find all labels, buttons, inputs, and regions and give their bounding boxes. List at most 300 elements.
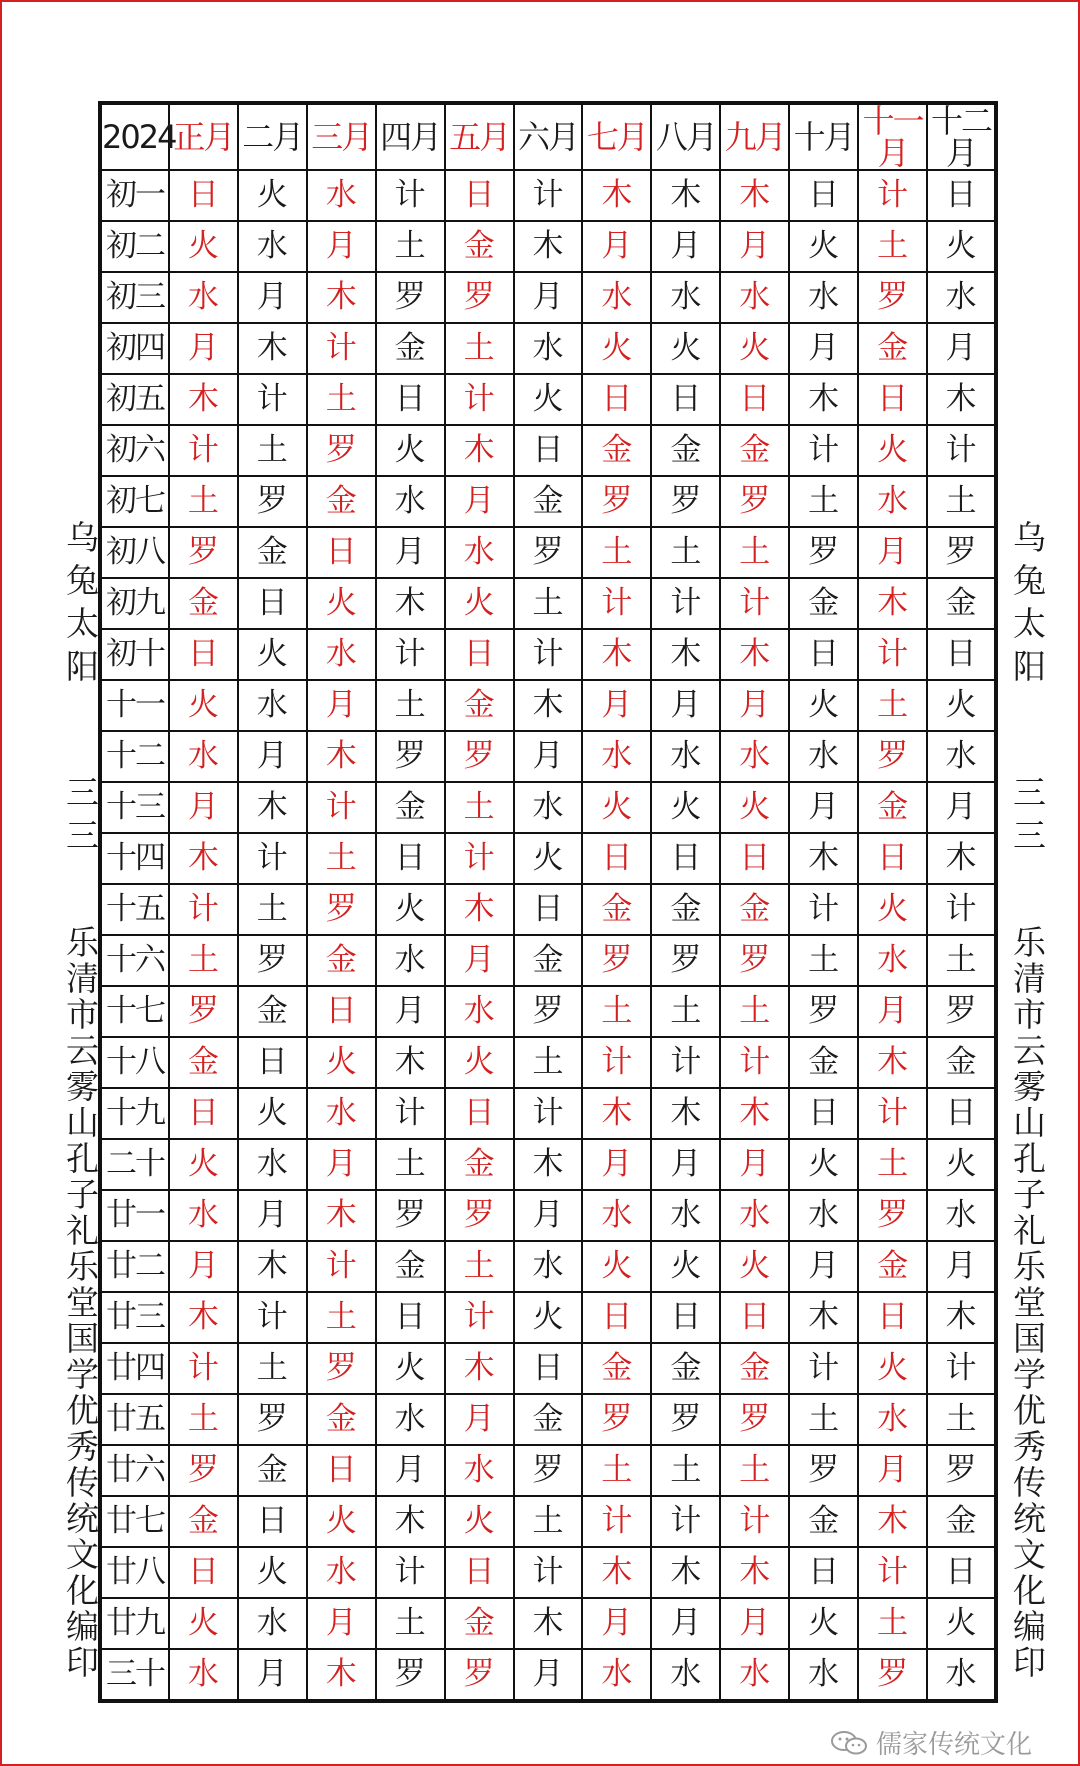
table-cell: 木	[927, 833, 996, 884]
table-cell: 木	[927, 374, 996, 425]
table-cell: 火	[858, 884, 927, 935]
left-title: 乌兔太阳	[61, 520, 100, 692]
table-cell: 罗	[238, 1394, 307, 1445]
table-cell: 木	[582, 1088, 651, 1139]
table-cell: 木	[858, 1496, 927, 1547]
table-cell: 木	[789, 374, 858, 425]
table-cell: 日	[582, 374, 651, 425]
table-cell: 木	[307, 272, 376, 323]
table-cell: 日	[720, 1292, 789, 1343]
table-cell: 水	[789, 1190, 858, 1241]
table-row	[100, 731, 996, 782]
table-cell: 火	[927, 221, 996, 272]
table-cell: 木	[238, 323, 307, 374]
table-cell: 月	[582, 221, 651, 272]
table-cell: 火	[789, 680, 858, 731]
table-cell: 水	[169, 731, 238, 782]
day-label: 二十	[100, 1139, 169, 1190]
table-cell: 月	[927, 1241, 996, 1292]
month-header: 十月	[789, 103, 858, 170]
table-cell: 计	[445, 1292, 514, 1343]
day-label: 十六	[100, 935, 169, 986]
table-cell: 土	[376, 1139, 445, 1190]
table-cell: 月	[651, 680, 720, 731]
table-cell: 罗	[651, 476, 720, 527]
table-cell: 火	[720, 1241, 789, 1292]
table-cell: 土	[651, 527, 720, 578]
table-cell: 罗	[927, 527, 996, 578]
table-cell: 木	[307, 731, 376, 782]
table-cell: 金	[582, 425, 651, 476]
table-cell: 金	[514, 1394, 583, 1445]
table-cell: 水	[445, 986, 514, 1037]
month-header: 十二月	[927, 103, 996, 170]
table-cell: 日	[307, 1445, 376, 1496]
month-header: 十一月	[858, 103, 927, 170]
table-cell: 土	[238, 1343, 307, 1394]
wechat-icon	[830, 1730, 870, 1756]
table-cell: 木	[582, 1547, 651, 1598]
table-cell: 金	[445, 221, 514, 272]
table-cell: 木	[514, 1598, 583, 1649]
table-cell: 罗	[858, 272, 927, 323]
table-cell: 土	[307, 374, 376, 425]
table-cell: 火	[376, 1343, 445, 1394]
table-cell: 计	[307, 1241, 376, 1292]
table-cell: 日	[307, 986, 376, 1037]
table-cell: 水	[445, 527, 514, 578]
table-cell: 木	[927, 1292, 996, 1343]
table-row	[100, 1547, 996, 1598]
watermark	[830, 1724, 1032, 1761]
table-cell: 计	[720, 578, 789, 629]
table-cell: 月	[720, 221, 789, 272]
day-label: 十七	[100, 986, 169, 1037]
table-cell: 水	[307, 1547, 376, 1598]
table-cell: 金	[514, 935, 583, 986]
table-cell: 木	[376, 1037, 445, 1088]
table-cell: 月	[307, 1139, 376, 1190]
table-cell: 日	[238, 578, 307, 629]
table-cell: 计	[169, 884, 238, 935]
table-cell: 计	[858, 1547, 927, 1598]
table-cell: 火	[651, 782, 720, 833]
table-cell: 金	[720, 1343, 789, 1394]
right-number: 三三	[1008, 775, 1047, 861]
table-cell: 月	[514, 1190, 583, 1241]
table-cell: 土	[858, 221, 927, 272]
table-cell: 木	[169, 1292, 238, 1343]
table-row	[100, 1088, 996, 1139]
table-cell: 计	[307, 782, 376, 833]
table-cell: 计	[651, 1496, 720, 1547]
table-cell: 日	[789, 1547, 858, 1598]
day-label: 廿一	[100, 1190, 169, 1241]
table-cell: 罗	[789, 986, 858, 1037]
table-cell: 月	[169, 782, 238, 833]
table-cell: 土	[445, 782, 514, 833]
table-cell: 土	[582, 527, 651, 578]
table-cell: 木	[789, 1292, 858, 1343]
table-row	[100, 782, 996, 833]
table-cell: 土	[514, 1496, 583, 1547]
table-cell: 罗	[582, 935, 651, 986]
table-cell: 月	[582, 680, 651, 731]
table-cell: 计	[720, 1037, 789, 1088]
table-cell: 罗	[238, 935, 307, 986]
month-header: 八月	[651, 103, 720, 170]
table-cell: 土	[858, 1139, 927, 1190]
table-row	[100, 170, 996, 221]
table-cell: 月	[582, 1139, 651, 1190]
table-cell: 计	[238, 833, 307, 884]
table-cell: 水	[858, 935, 927, 986]
table-cell: 月	[514, 731, 583, 782]
day-label: 十二	[100, 731, 169, 782]
table-cell: 木	[858, 1037, 927, 1088]
table-cell: 火	[927, 1598, 996, 1649]
table-cell: 木	[651, 1547, 720, 1598]
table-cell: 土	[514, 1037, 583, 1088]
table-cell: 木	[720, 1547, 789, 1598]
table-cell: 金	[858, 1241, 927, 1292]
table-cell: 计	[238, 374, 307, 425]
table-cell: 日	[720, 833, 789, 884]
table-cell: 罗	[376, 1190, 445, 1241]
table-row	[100, 1190, 996, 1241]
table-cell: 日	[720, 374, 789, 425]
month-header: 正月	[169, 103, 238, 170]
day-label: 十五	[100, 884, 169, 935]
table-cell: 月	[376, 986, 445, 1037]
table-cell: 罗	[376, 1649, 445, 1701]
table-cell: 土	[445, 323, 514, 374]
table-row	[100, 221, 996, 272]
table-row	[100, 986, 996, 1037]
table-cell: 月	[858, 986, 927, 1037]
table-cell: 水	[445, 1445, 514, 1496]
table-cell: 罗	[651, 1394, 720, 1445]
table-row	[100, 884, 996, 935]
table-cell: 木	[376, 578, 445, 629]
table-cell: 火	[169, 1598, 238, 1649]
table-cell: 水	[927, 1649, 996, 1701]
table-cell: 水	[789, 1649, 858, 1701]
table-cell: 金	[238, 1445, 307, 1496]
table-cell: 金	[307, 935, 376, 986]
table-cell: 计	[514, 1547, 583, 1598]
table-cell: 金	[376, 323, 445, 374]
table-cell: 罗	[858, 1649, 927, 1701]
table-cell: 月	[720, 1139, 789, 1190]
table-cell: 日	[307, 527, 376, 578]
table-cell: 月	[720, 1598, 789, 1649]
table-cell: 水	[307, 1088, 376, 1139]
table-cell: 日	[927, 1547, 996, 1598]
table-cell: 计	[307, 323, 376, 374]
table-cell: 月	[169, 1241, 238, 1292]
table-cell: 计	[582, 1496, 651, 1547]
table-cell: 水	[720, 1190, 789, 1241]
table-cell: 水	[927, 272, 996, 323]
table-cell: 计	[445, 374, 514, 425]
table-cell: 金	[927, 1037, 996, 1088]
month-header: 七月	[582, 103, 651, 170]
table-cell: 日	[927, 170, 996, 221]
table-cell: 金	[169, 1037, 238, 1088]
table-cell: 日	[169, 1088, 238, 1139]
table-cell: 水	[376, 935, 445, 986]
table-cell: 木	[307, 1190, 376, 1241]
table-cell: 月	[307, 221, 376, 272]
table-cell: 日	[238, 1496, 307, 1547]
table-cell: 土	[789, 476, 858, 527]
table-cell: 计	[169, 1343, 238, 1394]
table-cell: 罗	[789, 1445, 858, 1496]
table-cell: 土	[927, 1394, 996, 1445]
table-cell: 土	[582, 1445, 651, 1496]
table-cell: 木	[582, 629, 651, 680]
table-cell: 土	[720, 527, 789, 578]
table-cell: 月	[582, 1598, 651, 1649]
table-row	[100, 680, 996, 731]
table-cell: 土	[307, 1292, 376, 1343]
table-cell: 罗	[651, 935, 720, 986]
table-cell: 计	[238, 1292, 307, 1343]
table-cell: 金	[376, 782, 445, 833]
table-cell: 火	[514, 374, 583, 425]
table-cell: 计	[514, 629, 583, 680]
table-cell: 月	[514, 1649, 583, 1701]
table-row	[100, 935, 996, 986]
table-cell: 土	[789, 1394, 858, 1445]
table-cell: 罗	[514, 527, 583, 578]
table-cell: 水	[238, 1598, 307, 1649]
table-cell: 火	[858, 425, 927, 476]
table-cell: 水	[651, 731, 720, 782]
day-label: 初六	[100, 425, 169, 476]
day-label: 初二	[100, 221, 169, 272]
table-row	[100, 578, 996, 629]
table-cell: 木	[238, 782, 307, 833]
table-cell: 土	[927, 476, 996, 527]
table-cell: 土	[514, 578, 583, 629]
day-label: 廿六	[100, 1445, 169, 1496]
day-label: 初十	[100, 629, 169, 680]
table-row	[100, 1292, 996, 1343]
table-row	[100, 374, 996, 425]
table-cell: 罗	[858, 731, 927, 782]
table-cell: 日	[858, 374, 927, 425]
day-label: 初七	[100, 476, 169, 527]
table-cell: 木	[514, 221, 583, 272]
day-label: 初五	[100, 374, 169, 425]
table-cell: 日	[858, 1292, 927, 1343]
table-cell: 金	[307, 476, 376, 527]
table-cell: 火	[238, 1088, 307, 1139]
table-cell: 计	[651, 1037, 720, 1088]
table-cell: 罗	[858, 1190, 927, 1241]
table-row	[100, 1445, 996, 1496]
table-cell: 火	[720, 782, 789, 833]
table-cell: 罗	[376, 272, 445, 323]
table-cell: 罗	[169, 986, 238, 1037]
table-cell: 水	[720, 272, 789, 323]
table-cell: 土	[651, 986, 720, 1037]
table-cell: 计	[858, 1088, 927, 1139]
table-cell: 月	[169, 323, 238, 374]
table-cell: 计	[651, 578, 720, 629]
table-cell: 木	[445, 884, 514, 935]
table-cell: 日	[169, 629, 238, 680]
table-cell: 水	[582, 272, 651, 323]
table-cell: 罗	[927, 986, 996, 1037]
table-cell: 水	[514, 782, 583, 833]
table-cell: 计	[927, 425, 996, 476]
year-header: 2024	[100, 103, 169, 170]
table-row	[100, 1037, 996, 1088]
table-cell: 月	[514, 272, 583, 323]
table-cell: 日	[789, 1088, 858, 1139]
day-label: 初八	[100, 527, 169, 578]
table-cell: 月	[445, 935, 514, 986]
table-cell: 月	[376, 1445, 445, 1496]
table-cell: 水	[307, 629, 376, 680]
table-cell: 计	[169, 425, 238, 476]
table-cell: 日	[789, 629, 858, 680]
table-cell: 火	[789, 1598, 858, 1649]
table-cell: 水	[858, 476, 927, 527]
table-cell: 日	[238, 1037, 307, 1088]
table-cell: 月	[858, 527, 927, 578]
table-cell: 罗	[376, 731, 445, 782]
table-cell: 计	[927, 1343, 996, 1394]
table-cell: 水	[651, 272, 720, 323]
table-cell: 火	[307, 578, 376, 629]
table-cell: 金	[858, 323, 927, 374]
table-cell: 月	[238, 731, 307, 782]
table-cell: 水	[238, 1139, 307, 1190]
table-cell: 日	[582, 1292, 651, 1343]
table-cell: 月	[720, 680, 789, 731]
table-cell: 金	[858, 782, 927, 833]
table-cell: 土	[858, 1598, 927, 1649]
table-cell: 计	[720, 1496, 789, 1547]
table-cell: 火	[238, 629, 307, 680]
day-label: 十一	[100, 680, 169, 731]
table-cell: 日	[445, 170, 514, 221]
table-cell: 日	[445, 1088, 514, 1139]
table-cell: 月	[651, 1598, 720, 1649]
table-cell: 火	[789, 221, 858, 272]
table-cell: 日	[376, 1292, 445, 1343]
table-cell: 火	[514, 1292, 583, 1343]
table-cell: 木	[376, 1496, 445, 1547]
table-cell: 金	[238, 986, 307, 1037]
table-cell: 计	[582, 578, 651, 629]
table-cell: 日	[651, 833, 720, 884]
table-cell: 月	[307, 1598, 376, 1649]
table-cell: 水	[238, 680, 307, 731]
month-header: 六月	[514, 103, 583, 170]
day-label: 廿七	[100, 1496, 169, 1547]
table-cell: 罗	[789, 527, 858, 578]
table-cell: 金	[789, 578, 858, 629]
table-cell: 月	[238, 1190, 307, 1241]
table-cell: 罗	[514, 986, 583, 1037]
table-cell: 土	[720, 1445, 789, 1496]
table-cell: 月	[445, 476, 514, 527]
table-cell: 金	[927, 578, 996, 629]
table-cell: 日	[445, 629, 514, 680]
table-cell: 月	[238, 272, 307, 323]
table-cell: 火	[514, 833, 583, 884]
table-cell: 罗	[307, 425, 376, 476]
day-label: 廿九	[100, 1598, 169, 1649]
table-cell: 水	[169, 272, 238, 323]
table-row	[100, 629, 996, 680]
table-cell: 火	[238, 170, 307, 221]
table-cell: 水	[307, 170, 376, 221]
table-cell: 日	[789, 170, 858, 221]
table-cell: 水	[858, 1394, 927, 1445]
table-cell: 火	[445, 1037, 514, 1088]
table-cell: 月	[376, 527, 445, 578]
table-cell: 日	[651, 1292, 720, 1343]
table-cell: 木	[514, 680, 583, 731]
table-cell: 水	[582, 731, 651, 782]
table-cell: 水	[514, 1241, 583, 1292]
table-row	[100, 476, 996, 527]
table-cell: 月	[651, 1139, 720, 1190]
table-cell: 水	[789, 272, 858, 323]
table-cell: 罗	[307, 1343, 376, 1394]
table-cell: 木	[169, 374, 238, 425]
table-cell: 月	[858, 1445, 927, 1496]
table-cell: 罗	[720, 476, 789, 527]
table-cell: 金	[445, 680, 514, 731]
table-cell: 日	[927, 629, 996, 680]
table-row	[100, 1343, 996, 1394]
left-number: 三三	[61, 775, 100, 861]
table-cell: 金	[582, 1343, 651, 1394]
table-cell: 计	[514, 1088, 583, 1139]
table-cell: 罗	[169, 1445, 238, 1496]
table-cell: 日	[858, 833, 927, 884]
table-cell: 木	[582, 170, 651, 221]
table-cell: 火	[238, 1547, 307, 1598]
table-row	[100, 1496, 996, 1547]
day-label: 初四	[100, 323, 169, 374]
table-row	[100, 1241, 996, 1292]
table-cell: 木	[720, 629, 789, 680]
table-cell: 计	[376, 1088, 445, 1139]
table-cell: 土	[376, 1598, 445, 1649]
table-row	[100, 1394, 996, 1445]
table-cell: 金	[720, 425, 789, 476]
table-cell: 计	[789, 884, 858, 935]
table-cell: 金	[651, 884, 720, 935]
table-cell: 金	[238, 527, 307, 578]
table-row	[100, 527, 996, 578]
table-cell: 土	[651, 1445, 720, 1496]
table-cell: 火	[169, 221, 238, 272]
table-cell: 计	[514, 170, 583, 221]
table-cell: 罗	[445, 731, 514, 782]
table-row	[100, 1598, 996, 1649]
table-cell: 水	[514, 323, 583, 374]
table-row	[100, 1649, 996, 1701]
